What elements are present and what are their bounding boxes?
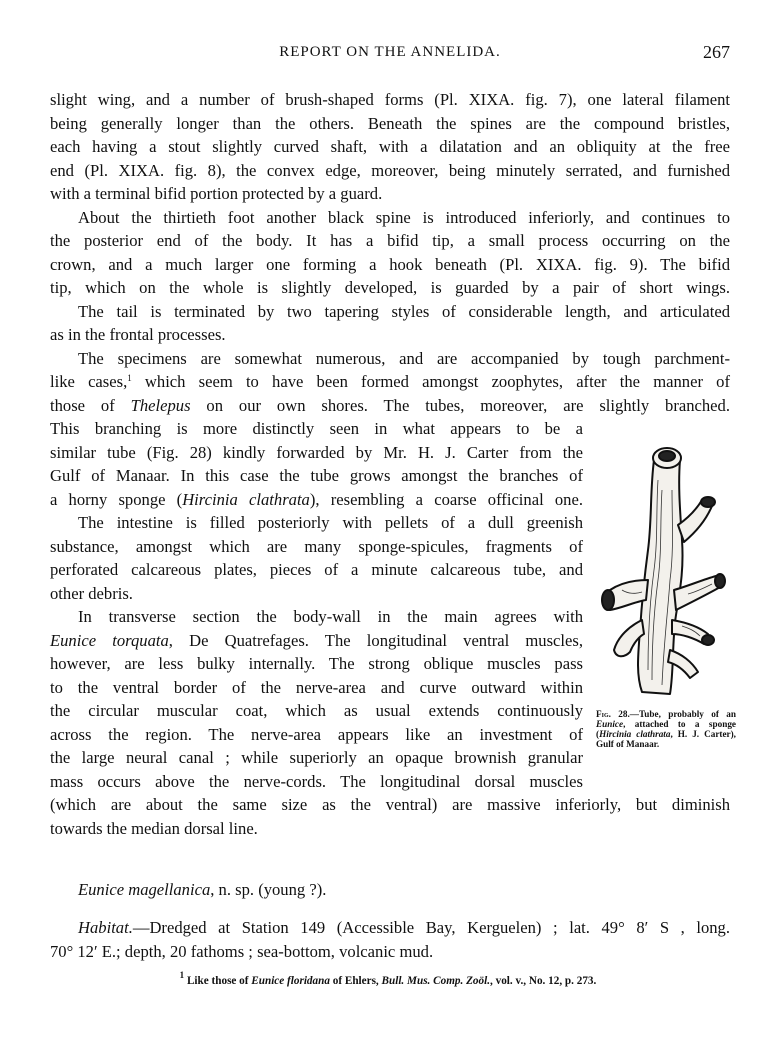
footnote-ref: 1	[127, 373, 132, 383]
text-line: slight wing, and a number of brush-shaped forms (Pl. XIXA. fig. 7), one lateral filament	[50, 90, 730, 109]
genus-name: Thelepus	[130, 395, 191, 415]
habitat-paragraph	[50, 916, 730, 963]
paragraph-4-line-2: like cases,$^1$ which seem to have been formed amongst zoophytes, after the manner of	[50, 372, 730, 391]
species-name: Hircinia clathrata	[182, 489, 310, 509]
text-line: About the thirtieth foot another black spine is introduced inferiorly, and continues to	[78, 207, 730, 227]
species-name: Eunice floridana	[251, 975, 330, 987]
paragraph-6-line-1: In transverse section the body-wall in the main agrees with	[78, 607, 583, 626]
paragraph-5-line-1: The intestine is filled posteriorly with pellets of a dull greenish	[78, 513, 583, 532]
figure-28-illustration	[592, 430, 742, 710]
paragraph-3-last-line: as in the frontal processes.	[50, 325, 226, 344]
paragraph-6-line-10: towards the median dorsal line.	[50, 818, 258, 838]
paragraph-1-last-line: with a terminal bifid portion protected by a guard.	[50, 184, 383, 203]
species-name: Hircinia clathrata	[599, 729, 671, 739]
footnote-mark: 1	[179, 970, 185, 980]
paragraph-4-line-5: similar tube (Fig. 28) kindly forwarded by Mr. H. J. Carter from the	[50, 442, 583, 462]
figure-label: Fig. 28.	[596, 709, 630, 719]
paragraph-6-line-7: the large neural canal ; while superiorly an opaque brownish granular	[50, 748, 583, 767]
paragraph-6-line-6: across the region. The nerve-area appears like an investment of	[50, 724, 583, 744]
figure-28-caption: Fig. 28.—Tube, probably of an Eunice, attached to a sponge (Hircinia clathrata, H. J. Carter), Gulf of Manaar.	[596, 709, 736, 749]
paragraph-4-line-3: those of Thelepus on our own shores. The tubes, moreover, are slightly branched.	[50, 395, 730, 415]
footnote: $^1$ Like those of Eunice floridana of Ehlers, Bull. Mus. Comp. Zoöl., vol. v., No. 12, p. 273.	[179, 970, 597, 987]
paragraph-5-last-line: other debris.	[50, 583, 133, 603]
page-number: 267	[703, 42, 730, 62]
paragraph-2	[50, 206, 730, 277]
paragraph-6-line-9: (which are about the same size as the ventral) are massive inferiorly, but diminish	[50, 795, 730, 814]
paragraph-4-line-7: a horny sponge (Hircinia clathrata), resembling a coarse officinal one.	[50, 489, 583, 509]
genus-name: Eunice	[596, 719, 624, 729]
text-line: being generally longer than the others. Beneath the spines are the compound bristles,	[50, 113, 730, 133]
paragraph-6-line-5: the circular muscular coat, which as usual extends continuously	[50, 701, 583, 720]
running-title: REPORT ON THE ANNELIDA.	[279, 44, 501, 60]
paragraph-5-line-2: substance, amongst which are many sponge-spicules, fragments of	[50, 536, 583, 556]
habitat-line-1: Habitat.—Dredged at Station 149 (Accessible Bay, Kerguelen) ; lat. 49° 8′ S , long.	[78, 918, 730, 937]
paragraph-6-line-4: to the ventral border of the nerve-area and curve outward within	[50, 677, 583, 697]
text-line: the posterior end of the body. It has a bifid tip, a small process occurring on the	[50, 231, 730, 250]
paragraph-6-line-8: mass occurs above the nerve-cords. The longitudinal dorsal muscles	[50, 771, 583, 791]
paragraph-5-line-3: perforated calcareous plates, pieces of a minute calcareous tube, and	[50, 560, 583, 579]
text-line: each having a stout slightly curved shaft, with a dilatation and an obliquity at the free	[50, 137, 730, 156]
species-heading: Eunice magellanica, n. sp. (young ?).	[78, 880, 327, 899]
text-line: end (Pl. XIXA. fig. 8), the convex edge, moreover, being minutely serrated, and furnished	[50, 160, 730, 180]
paragraph-4-line-1: The specimens are somewhat numerous, and are accompanied by tough parchment-	[78, 348, 730, 368]
running-header	[50, 44, 730, 68]
species-name: Eunice torquata	[50, 630, 169, 650]
paragraph-6-line-3: however, are less bulky internally. The strong oblique muscles pass	[50, 654, 583, 673]
paragraph-2-last-line: tip, which on the whole is slightly developed, is guarded by a pair of short wings.	[50, 278, 730, 297]
paragraph-4-line-4: This branching is more distinctly seen in what appears to be a	[50, 419, 583, 438]
paragraph-6-line-2: Eunice torquata, De Quatrefages. The longitudinal ventral muscles,	[50, 630, 583, 650]
text-line: crown, and a much larger one forming a hook beneath (Pl. XIXA. fig. 9). The bifid	[50, 254, 730, 274]
paragraph-4-line-6: Gulf of Manaar. In this case the tube grows amongst the branches of	[50, 466, 583, 485]
journal-name: Bull. Mus. Comp. Zoöl.	[381, 975, 491, 987]
paragraph-1	[50, 88, 730, 182]
species-heading-name: Eunice magellanica	[78, 880, 211, 899]
habitat-label: Habitat.	[78, 918, 133, 937]
paragraph-3-line-1: The tail is terminated by two tapering styles of considerable length, and articulated	[78, 301, 730, 321]
habitat-line-2: 70° 12′ E.; depth, 20 fathoms ; sea-bottom, volcanic mud.	[50, 941, 434, 961]
